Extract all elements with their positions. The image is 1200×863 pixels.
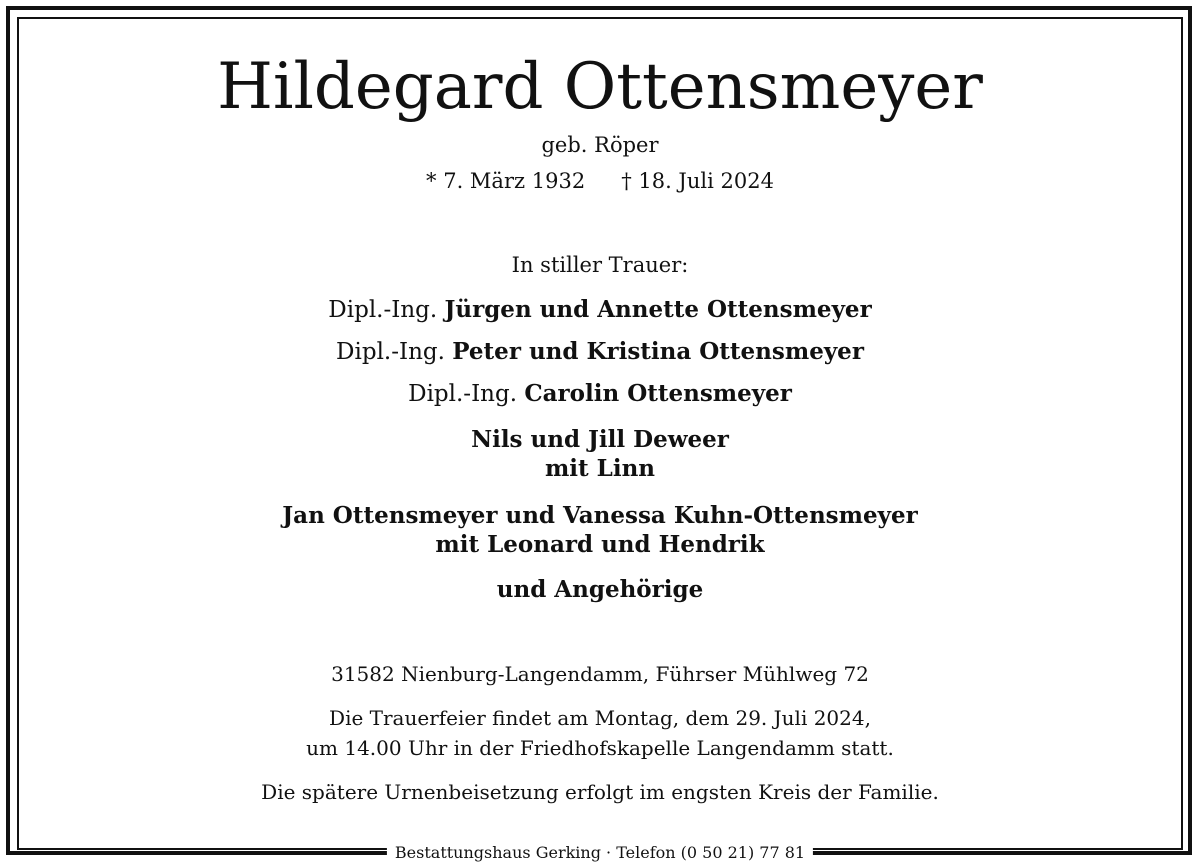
mourner-names: Jürgen und Annette Ottensmeyer xyxy=(444,296,872,323)
family-line: Nils und Jill Deweer xyxy=(471,426,729,453)
mourner-title: Dipl.-Ing. xyxy=(408,381,518,407)
death-date: † 18. Juli 2024 xyxy=(621,169,774,193)
obituary-notice xyxy=(17,17,1183,862)
urn-burial-note: Die spätere Urnenbeisetzung erfolgt im engsten Kreis der Familie. xyxy=(261,780,939,804)
mourner-names: Carolin Ottensmeyer xyxy=(524,380,792,407)
funeral-home-credit: Bestattungshaus Gerking · Telefon (0 50 21) 77 81 xyxy=(387,845,813,861)
mourner-names: Peter und Kristina Ottensmeyer xyxy=(452,338,864,365)
mourner-entry xyxy=(17,340,1183,364)
family-line: und Angehörige xyxy=(496,576,704,603)
family-line: Jan Ottensmeyer und Vanessa Kuhn-Ottensmeyer xyxy=(282,502,918,529)
family-line: mit Leonard und Hendrik xyxy=(435,531,765,558)
life-dates xyxy=(17,171,1183,192)
footer-row xyxy=(17,831,1183,862)
mourner-entry xyxy=(17,298,1183,322)
deceased-name: Hildegard Ottensmeyer xyxy=(217,50,983,124)
mourning-intro: In stiller Trauer: xyxy=(511,253,689,277)
mourner-title: Dipl.-Ing. xyxy=(336,339,445,365)
birth-name: geb. Röper xyxy=(541,133,659,157)
address: 31582 Nienburg-Langendamm, Führser Mühlweg 72 xyxy=(331,662,869,686)
mourner-entry xyxy=(17,382,1183,406)
service-info-line: um 14.00 Uhr in der Friedhofskapelle Langendamm statt. xyxy=(306,736,894,760)
mourner-title: Dipl.-Ing. xyxy=(328,297,438,323)
service-info-line: Die Trauerfeier findet am Montag, dem 29. Juli 2024, xyxy=(329,706,871,730)
family-line: mit Linn xyxy=(544,455,656,482)
birth-date: * 7. März 1932 xyxy=(426,169,586,193)
